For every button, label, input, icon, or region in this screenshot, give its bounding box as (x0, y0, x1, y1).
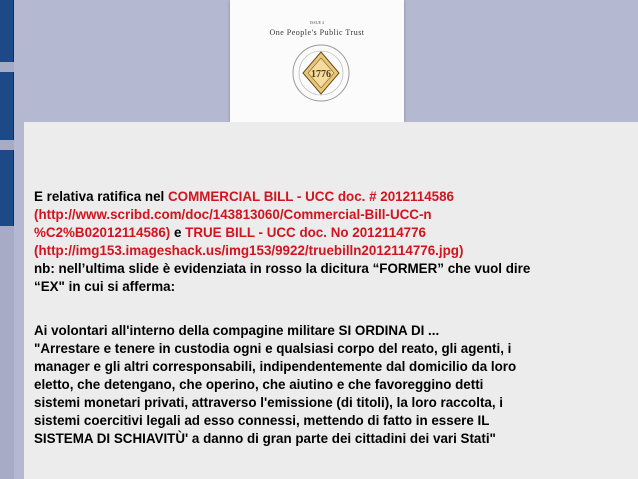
ordine-line: "Arrestare e tenere in custodia ogni e qualsiasi corpo del reato, gli agenti, i (34, 341, 512, 356)
true-bill-url[interactable]: (http://img153.imageshack.us/img153/9922/truebilln2012114776.jpg) (34, 243, 464, 258)
nb-note: nb: nell’ultima slide è evidenziata in rosso la dicitura “FORMER” che vuol dire (34, 261, 531, 276)
commercial-bill-ref: COMMERCIAL BILL - UCC doc. # 2012114586 (167, 189, 454, 204)
seal-text: 1776 (311, 69, 331, 80)
left-bar (0, 0, 14, 479)
slide-tab-2[interactable] (0, 72, 14, 140)
nb-note-tail: “EX" in cui si afferma: (34, 279, 176, 294)
slide-tab-1[interactable] (0, 0, 14, 62)
ordine-line: eletto, che detengano, che operino, che aiutino e che favoreggino detti (34, 377, 484, 392)
ratifica-intro: E relativa ratifica nel (34, 189, 168, 204)
ordine-line: SISTEMA DI SCHIAVITÙ' a danno di gran parte dei cittadini dei vari Stati" (34, 431, 496, 446)
ordine-line: manager e gli altri corresponsabili, indipendentemente dal domicilio da loro (34, 359, 517, 374)
doc-top-label: ISSUE 4 (309, 20, 325, 25)
paragraph-ordine (34, 322, 634, 448)
slide-tab-3[interactable] (0, 150, 14, 226)
commercial-bill-url[interactable]: (http://www.scribd.com/doc/143813060/Commercial-Bill-UCC-n (34, 207, 432, 222)
seal-icon (291, 43, 351, 103)
true-bill-ref: TRUE BILL - UCC doc. No 2012114776 (185, 225, 427, 240)
connector-text: e (170, 225, 186, 240)
doc-title: One People's Public Trust (269, 28, 365, 37)
ordine-line: Ai volontari all'interno della compagine militare SI ORDINA DI ... (34, 323, 440, 338)
commercial-bill-url-tail[interactable]: %C2%B02012114586) (34, 225, 171, 240)
ordine-line: sistemi monetari privati, attraverso l'emissione (di titoli), la loro raccolta, i (34, 395, 504, 410)
ordine-line: sistemi coercitivi legali ad esso connessi, mettendo di fatto in essere IL (34, 413, 490, 428)
paragraph-ratifica (34, 188, 634, 296)
document-cover-image (230, 0, 404, 122)
